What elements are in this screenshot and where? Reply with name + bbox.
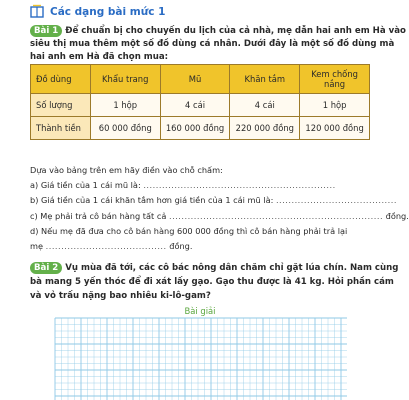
problem2-line2: bà mang 5 yến thóc để đi xát lấy gạo. Gạo thu được là 41 kg. Hỏi phần cám	[30, 277, 394, 287]
answer-blank-c[interactable]: .....................................................................	[168, 211, 384, 221]
problem2-text-1: Vụ mùa đã tới, các cô bác nông dân chăm chỉ gặt lúa chín. Nam cùng	[65, 263, 399, 273]
question-c	[30, 211, 409, 222]
question-c-unit: đồng.	[385, 211, 409, 221]
open-book-icon	[30, 5, 44, 19]
table-cell: 160 000 đồng	[160, 117, 230, 140]
problem2-line3: và vỏ trấu nặng bao nhiêu ki-lô-gam?	[30, 291, 211, 301]
question-d-text: mẹ	[30, 241, 44, 251]
table-cell: Thành tiền	[31, 117, 91, 140]
problem2-badge: Bài 2	[30, 262, 62, 274]
problem1-line2: siêu thị mua thêm một số đồ dùng cá nhân. Dưới đây là một số đồ dùng mà	[30, 39, 395, 49]
question-b-text: b) Giá tiền của 1 cái khăn tắm hơn giá tiền của 1 cái mũ là:	[30, 195, 274, 205]
problem1-badge: Bài 1	[30, 25, 62, 37]
table-cell: 4 cái	[230, 94, 300, 117]
question-d-line2	[30, 241, 370, 252]
answer-blank-a[interactable]: ..............................................................	[143, 180, 336, 190]
table-cell: 4 cái	[160, 94, 230, 117]
question-c-text: c) Mẹ phải trả cô bán hàng tất cả	[30, 211, 167, 221]
questions-intro: Dựa vào bảng trên em hãy điền vào chỗ chấm:	[30, 165, 223, 175]
table-cell: Số lượng	[31, 94, 91, 117]
table-row	[31, 94, 370, 117]
table-header-cell: Khăn tắm	[230, 65, 300, 94]
question-a-text: a) Giá tiền của 1 cái mũ là:	[30, 180, 141, 190]
table-cell: 1 hộp	[300, 94, 370, 117]
problem1-text-1: Để chuẩn bị cho chuyến du lịch của cả nhà, mẹ dẫn hai anh em Hà vào	[65, 26, 406, 36]
section-header	[30, 4, 165, 20]
question-d-unit: đồng.	[169, 241, 193, 251]
table-row	[31, 117, 370, 140]
answer-blank-d[interactable]: .......................................	[45, 241, 167, 251]
table-header-cell: Đồ dùng	[31, 65, 91, 94]
table-cell: 60 000 đồng	[90, 117, 160, 140]
section-title: Các dạng bài mức 1	[50, 6, 166, 18]
question-d-line1: d) Nếu mẹ đã đưa cho cô bán hàng 600 000 đồng thì cô bán hàng phải trả lại	[30, 226, 348, 236]
table-header-row	[31, 65, 370, 94]
answer-area-title: Bài giải	[184, 306, 216, 316]
problem2-line1	[30, 262, 399, 275]
table-cell: 1 hộp	[90, 94, 160, 117]
question-a	[30, 180, 370, 191]
table-header-cell: Mũ	[160, 65, 230, 94]
problem1-line1	[30, 25, 406, 38]
answer-blank-b[interactable]: .......................................	[275, 195, 397, 205]
table-cell: 120 000 đồng	[300, 117, 370, 140]
table-header-cell: Kem chống nắng	[300, 65, 370, 94]
table-cell: 220 000 đồng	[230, 117, 300, 140]
problem1-line3: hai anh em Hà đã chọn mua:	[30, 52, 169, 62]
price-table	[30, 64, 370, 140]
table-header-cell: Khẩu trang	[90, 65, 160, 94]
question-b	[30, 195, 397, 206]
answer-grid[interactable]	[55, 318, 347, 400]
